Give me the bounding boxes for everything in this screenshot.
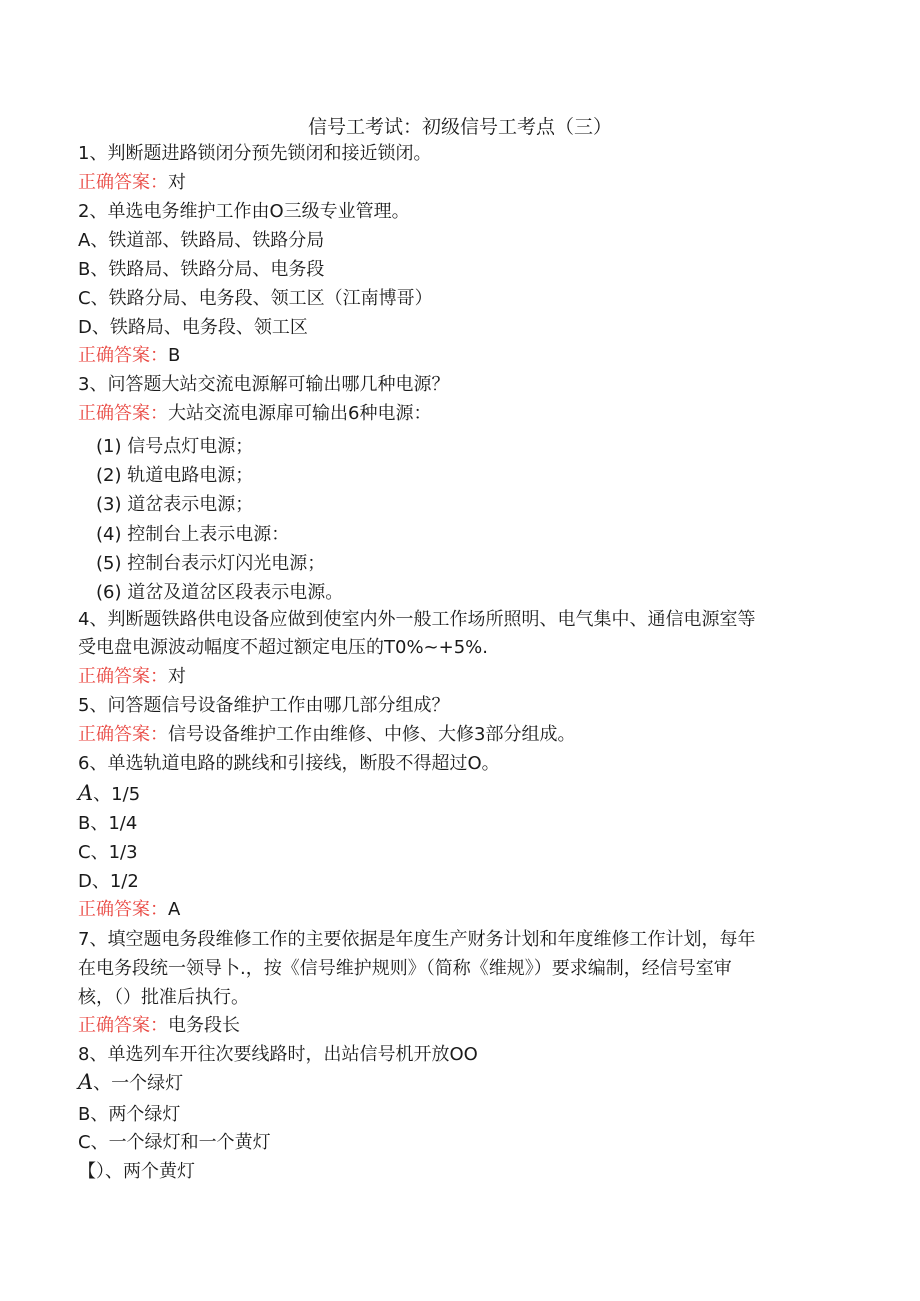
option-a [78,780,140,808]
option-a: A、铁道部、铁路局、铁路分局 [78,230,325,251]
answer-3-item-3: (3) 道岔表示电源； [96,494,254,515]
answer-value: 对 [168,172,186,193]
option-d: D、1/2 [78,871,139,892]
answer-4 [78,664,186,690]
answer-label: 正确答案： [78,1015,168,1036]
answer-3-item-2: (2) 轨道电路电源； [96,465,254,486]
page-title: 信号工考试：初级信号工考点（三） [307,116,612,138]
option-letter: A [78,781,94,805]
answer-label: 正确答案： [78,403,168,424]
question-5: 5、问答题信号设备维护工作由哪几部分组成？ [78,695,450,716]
answer-label: 正确答案： [78,666,168,687]
question-8: 8、单选列车开往次要线路时，出站信号机开放OO [78,1044,478,1065]
option-letter: A [78,1070,94,1094]
option-d: D、铁路局、电务段、领工区 [78,317,308,338]
question-4-line-1: 4、判断题铁路供电设备应做到使室内外一般工作场所照明、电气集中、通信电源室等 [78,609,756,630]
answer-label: 正确答案： [78,172,168,193]
option-c: C、一个绿灯和一个黄灯 [78,1132,271,1153]
question-2: 2、单选电务维护工作由O三级专业管理。 [78,201,410,222]
option-text: 、1/5 [93,784,141,805]
answer-value: 电务段长 [168,1015,240,1036]
question-1: 1、判断题进路锁闭分预先锁闭和接近锁闭。 [78,143,432,164]
answer-6 [78,897,180,923]
option-d: 【）、两个黄灯 [78,1161,195,1182]
answer-3-item-6: (6) 道岔及道岔区段表示电源。 [96,582,344,603]
answer-3-item-4: (4) 控制台上表示电源： [96,524,290,545]
answer-value: 大站交流电源扉可输出6种电源： [168,403,432,424]
answer-3-item-5: (5) 控制台表示灯闪光电源； [96,553,326,574]
answer-value: 对 [168,666,186,687]
question-3: 3、问答题大站交流电源解可输出哪几种电源？ [78,374,450,395]
answer-5 [78,722,575,748]
answer-label: 正确答案： [78,345,168,366]
answer-2 [78,343,180,369]
question-7-line-3: 核，（）批准后执行。 [78,987,249,1008]
option-c: C、铁路分局、电务段、领工区（江南博哥） [78,288,433,309]
option-text: 、一个绿灯 [93,1073,184,1094]
answer-3 [78,401,431,427]
option-c: C、1/3 [78,842,138,863]
answer-7 [78,1013,240,1039]
question-7-line-2: 在电务段统一领导卜.，按《信号维护规则》（简称《维规》）要求编制，经信号室审 [78,958,732,979]
answer-value: 信号设备维护工作由维修、中修、大修3部分组成。 [168,724,576,745]
answer-1 [78,170,186,196]
answer-value: A [168,899,181,920]
option-b: B、1/4 [78,813,138,834]
answer-label: 正确答案： [78,724,168,745]
option-b: B、铁路局、铁路分局、电务段 [78,259,325,280]
question-6: 6、单选轨道电路的跳线和引接线，断股不得超过O。 [78,753,500,774]
answer-3-item-1: (1) 信号点灯电源； [96,436,254,457]
question-7-line-1: 7、填空题电务段维修工作的主要依据是年度生产财务计划和年度维修工作计划，每年 [78,929,756,950]
question-4-line-2: 受电盘电源波动幅度不超过额定电压的T0%~+5%. [78,637,488,658]
option-b: B、两个绿灯 [78,1104,181,1125]
answer-value: B [168,345,181,366]
answer-label: 正确答案： [78,899,168,920]
option-a [78,1069,183,1097]
